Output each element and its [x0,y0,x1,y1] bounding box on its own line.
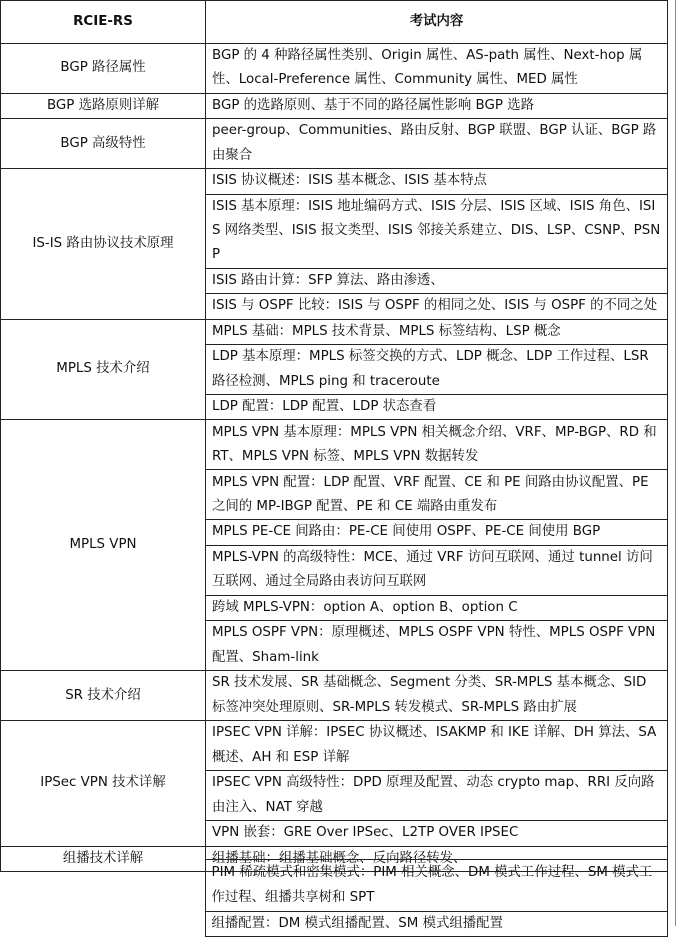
detail-cell: VPN 嵌套：GRE Over IPSec、L2TP OVER IPSEC [206,821,668,846]
category-cell: BGP 高级特性 [1,119,206,169]
detail-cell: LDP 基本原理：MPLS 标签交换的方式、LDP 概念、LDP 工作过程、LSR 路径检测、MPLS ping 和 traceroute [206,345,668,395]
header-exam-content: 考试内容 [206,1,668,44]
category-cell: BGP 选路原则详解 [1,93,206,118]
detail-cell: BGP 的选路原则、基于不同的路径属性影响 BGP 选路 [206,93,668,118]
detail-cell-cut: 组播配置：DM 模式组播配置、SM 模式组播配置 [205,912,667,937]
detail-cell: MPLS VPN 配置：LDP 配置、VRF 配置、CE 和 PE 间路由协议配置、PE 之间的 MP-IBGP 配置、PE 和 CE 端路由重发布 [206,470,668,520]
detail-cell: 组播基础：组播基础概念、反向路径转发、 [206,846,668,871]
detail-cell: SR 技术发展、SR 基础概念、Segment 分类、SR-MPLS 基本概念、SID 标签冲突处理原则、SR-MPLS 转发模式、SR-MPLS 路由扩展 [206,671,668,721]
continuation-table [0,859,668,937]
detail-cell: MPLS 基础：MPLS 技术背景、MPLS 标签结构、LSP 概念 [206,319,668,344]
detail-cell: MPLS VPN 基本原理：MPLS VPN 相关概念介绍、VRF、MP-BGP、RD 和 RT、MPLS VPN 标签、MPLS VPN 数据转发 [206,420,668,470]
detail-cell: LDP 配置：LDP 配置、LDP 状态查看 [206,395,668,420]
empty-category-cell [0,860,205,912]
table-row [1,44,668,94]
table-row [1,671,668,721]
table-row [0,860,667,912]
category-cell: 组播技术详解 [1,846,206,871]
detail-cell: 跨域 MPLS-VPN：option A、option B、option C [206,595,668,620]
category-cell: IPSec VPN 技术详解 [1,721,206,846]
detail-cell: MPLS PE-CE 间路由：PE-CE 间使用 OSPF、PE-CE 间使用 BGP [206,520,668,545]
detail-cell: ISIS 基本原理：ISIS 地址编码方式、ISIS 分层、ISIS 区域、ISIS 角色、ISIS 网络类型、ISIS 报文类型、ISIS 邻接关系建立、DIS、LSP、CSNP、PSNP [206,194,668,268]
detail-cell: MPLS-VPN 的高级特性：MCE、通过 VRF 访问互联网、通过 tunnel 访问互联网、通过全局路由表访问互联网 [206,545,668,595]
page-edge-divider [675,0,676,926]
table-row [1,420,668,470]
detail-cell: ISIS 路由计算：SFP 算法、路由渗透、 [206,268,668,293]
detail-cell: IPSEC VPN 高级特性：DPD 原理及配置、动态 crypto map、RRI 反向路由注入、NAT 穿越 [206,771,668,821]
table-row [0,912,667,937]
detail-cell: peer-group、Communities、路由反射、BGP 联盟、BGP 认证、BGP 路由聚合 [206,119,668,169]
category-cell: SR 技术介绍 [1,671,206,721]
table-row [1,721,668,771]
table-row [1,119,668,169]
detail-cell: IPSEC VPN 详解：IPSEC 协议概述、ISAKMP 和 IKE 详解、DH 算法、SA 概述、AH 和 ESP 详解 [206,721,668,771]
detail-cell: PIM 稀疏模式和密集模式：PIM 相关概念、DM 模式工作过程、SM 模式工作过程、组播共享树和 SPT [205,860,667,912]
table-row [1,169,668,194]
category-cell: IS-IS 路由协议技术原理 [1,169,206,319]
detail-cell: ISIS 协议概述：ISIS 基本概念、ISIS 基本特点 [206,169,668,194]
table-row [1,93,668,118]
category-cell: MPLS VPN [1,420,206,671]
detail-cell: MPLS OSPF VPN：原理概述、MPLS OSPF VPN 特性、MPLS OSPF VPN 配置、Sham-link [206,621,668,671]
detail-cell: BGP 的 4 种路径属性类别、Origin 属性、AS-path 属性、Next-hop 属性、Local-Preference 属性、Community 属性、MED 属性 [206,44,668,94]
category-cell: MPLS 技术介绍 [1,319,206,420]
table-header-row [1,1,668,44]
category-cell: BGP 路径属性 [1,44,206,94]
detail-cell: ISIS 与 OSPF 比较：ISIS 与 OSPF 的相同之处、ISIS 与 OSPF 的不同之处 [206,294,668,319]
table-row [1,319,668,344]
header-rcie-rs: RCIE-RS [1,1,206,44]
empty-category-cell [0,912,205,937]
